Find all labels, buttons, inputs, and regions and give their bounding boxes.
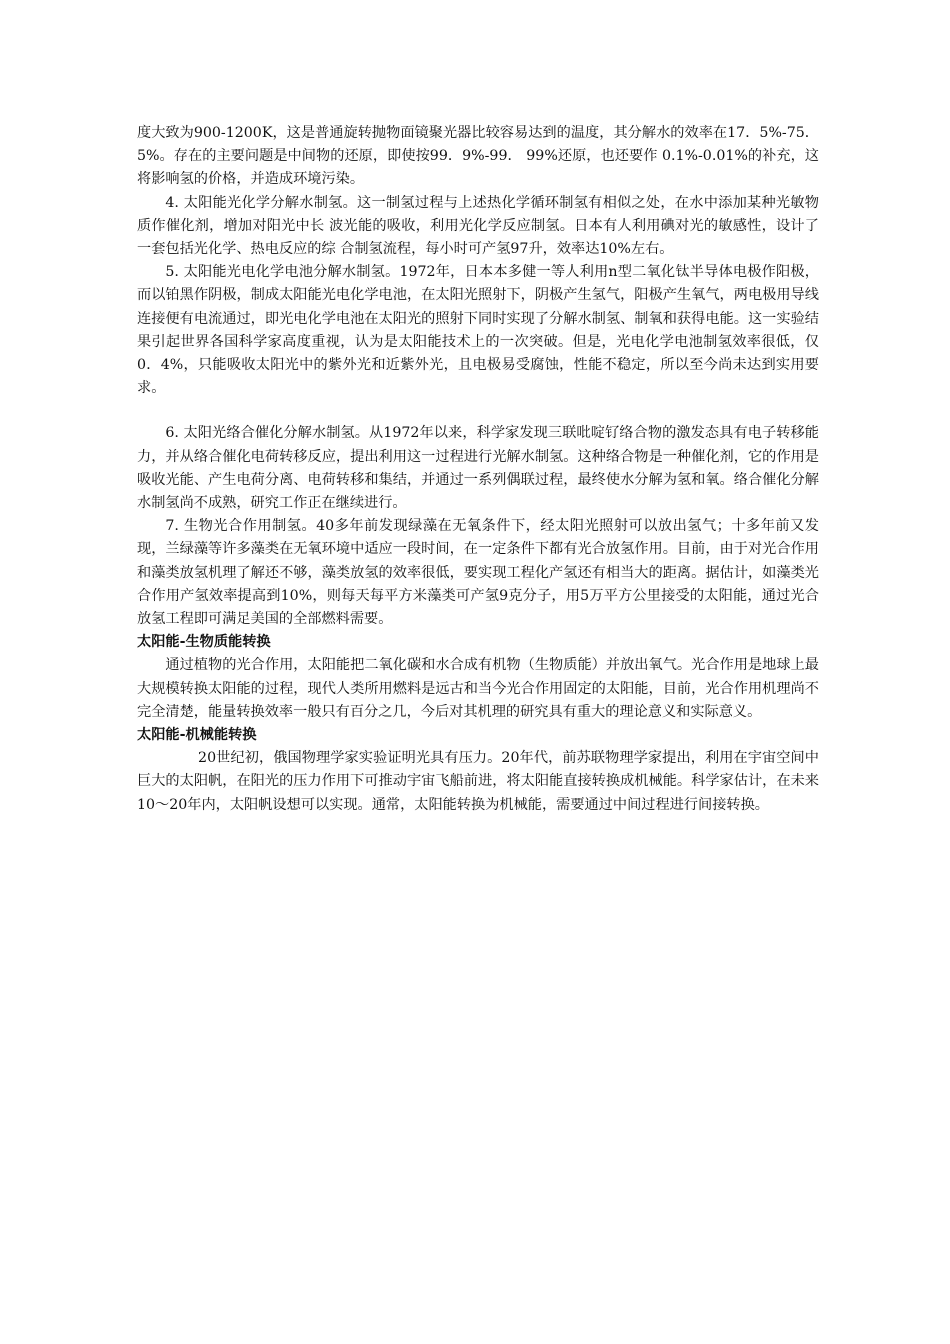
paragraph-photochemical-hydrogen: 4. 太阳能光化学分解水制氢。这一制氢过程与上述热化学循环制氢有相似之处，在水中添加某种光敏物质作催化剂，增加对阳光中长 波光能的吸收，利用光化学反应制氢。日本有人利用碘对光的敏感性，设计了一套包括光化学、热电反应的综 合制氢流程，每小时可产氢97升，效率达10%左右。 — [137, 194, 819, 258]
paragraph-decomposition-efficiency: 度大致为900-1200K，这是普通旋转抛物面镜聚光器比较容易达到的温度，其分解水的效率在17．5%-75．5%。存在的主要问题是中间物的还原，即使按99．9%-99． 99%还原，也还要作 0.1%-0.01%的补充，这将影响氢的价格，并造成环境污染。 — [137, 125, 819, 188]
heading-mechanical-conversion: 太阳能-机械能转换 — [137, 727, 257, 744]
heading-biomass-conversion: 太阳能-生物质能转换 — [137, 634, 271, 651]
paragraph-photosynthesis: 通过植物的光合作用，太阳能把二氧化碳和水合成有机物（生物质能）并放出氧气。光合作用是地球上最大规模转换太阳能的过程，现代人类所用燃料是远古和当今光合作用固定的太阳能，目前，光合作用机理尚不完全清楚，能量转换效率一般只有百分之几，今后对其机理的研究具有重大的理论意义和实际意义。 — [137, 657, 819, 720]
paragraph-complex-catalysis-hydrogen: 6. 太阳光络合催化分解水制氢。从1972年以来，科学家发现三联吡啶钌络合物的激发态具有电子转移能力，并从络合催化电荷转移反应，提出利用这一过程进行光解水制氢。这种络合物是一种催化剂，它的作用是吸收光能、产生电荷分离、电荷转移和集结，并通过一系列偶联过程，最终使水分解为氢和氧。络合催化分解水制氢尚不成熟，研究工作正在继续进行。 — [137, 425, 819, 512]
paragraph-biological-hydrogen: 7. 生物光合作用制氢。40多年前发现绿藻在无氧条件下，经太阳光照射可以放出氢气；十多年前又发现，兰绿藻等许多藻类在无氧环境中适应一段时间，在一定条件下都有光合放氢作用。目前，由于对光合作用和藻类放氢机理了解还不够，藻类放氢的效率很低，要实现工程化产氢还有相当大的距离。据估计，如藻类光合作用产氢效率提高到10%，则每天每平方米藻类可产氢9克分子，用5万平方公里接受的太阳能，通过光合放氢工程即可满足美国的全部燃料需要。 — [137, 518, 819, 628]
paragraph-solar-sail: 20世纪初，俄国物理学家实验证明光具有压力。20年代，前苏联物理学家提出，利用在宇宙空间中巨大的太阳帆，在阳光的压力作用下可推动宇宙飞船前进，将太阳能直接转换成机械能。科学家估计，在未来10～20年内，太阳帆设想可以实现。通常，太阳能转换为机械能，需要通过中间过程进行间接转换。 — [137, 750, 819, 813]
paragraph-photoelectrochemical-hydrogen: 5. 太阳能光电化学电池分解水制氢。1972年，日本本多健一等人利用n型二氧化钛半导体电极作阳极，而以铂黑作阴极，制成太阳能光电化学电池，在太阳光照射下，阴极产生氢气，阳极产生氧气，两电极用导线连接便有电流通过，即光电化学电池在太阳光的照射下同时实现了分解水制氢、制氧和获得电能。这一实验结果引起世界各国科学家高度重视，认为是太阳能技术上的一次突破。但是，光电化学电池制氢效率很低，仅0．4%，只能吸收太阳光中的紫外光和近紫外光，且电极易受腐蚀，性能不稳定，所以至今尚未达到实用要求。 — [137, 264, 819, 397]
document-page — [137, 122, 819, 817]
